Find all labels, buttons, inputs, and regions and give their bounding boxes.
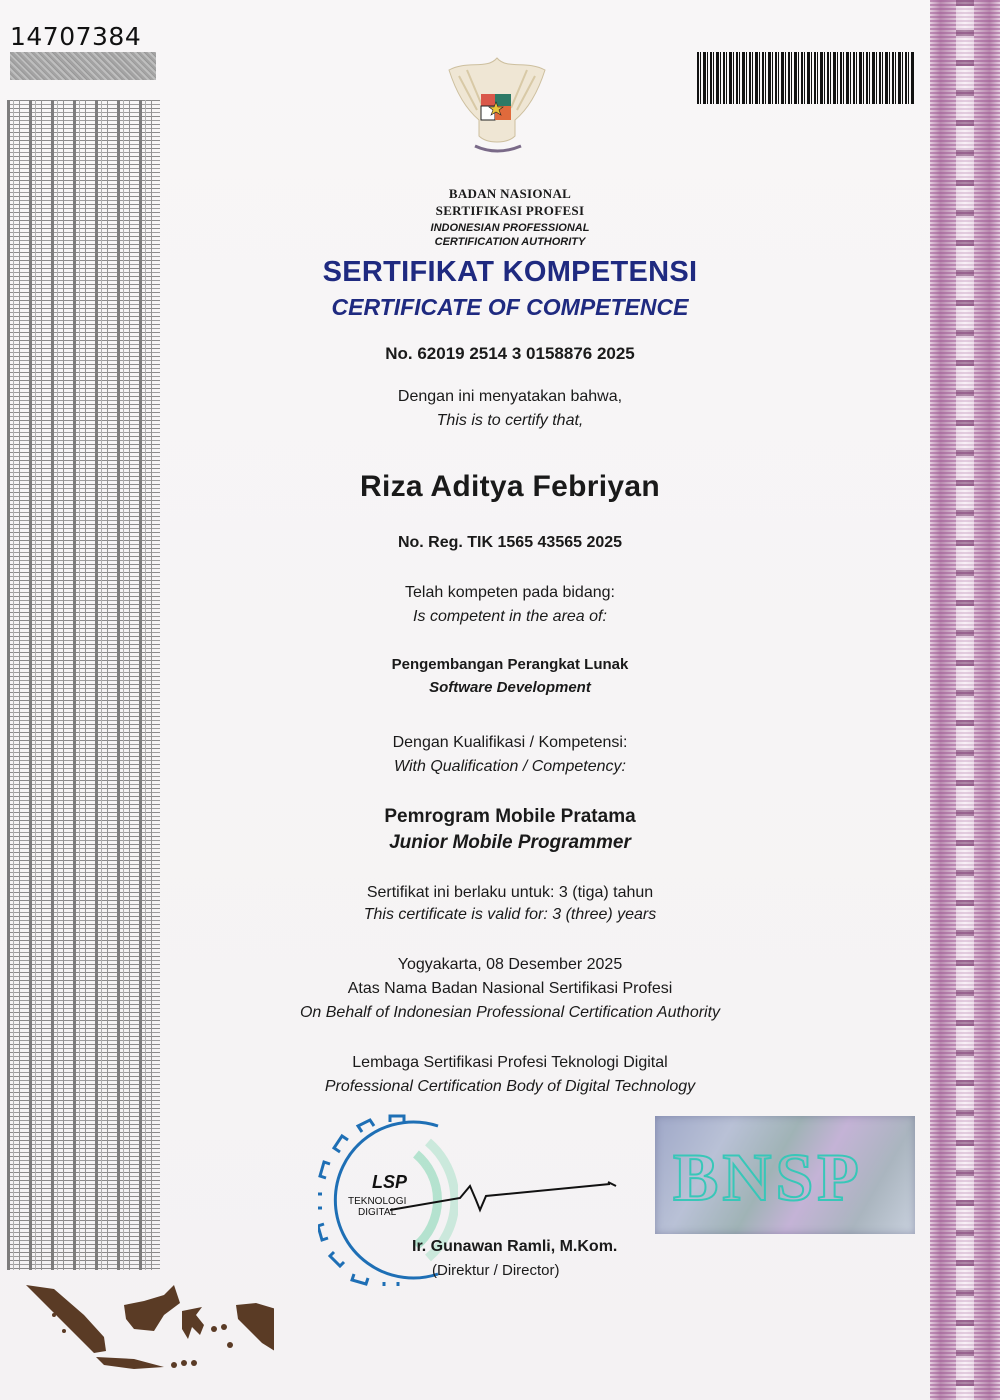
signatory-role: (Direktur / Director) xyxy=(432,1262,560,1279)
intro-text-id: Dengan ini menyatakan bahwa, xyxy=(397,388,623,405)
svg-text:DIGITAL: DIGITAL xyxy=(358,1207,397,1218)
svg-text:LSP: LSP xyxy=(372,1172,408,1192)
garuda-emblem-icon xyxy=(437,40,557,168)
bnsp-hologram-sticker xyxy=(655,1116,915,1234)
certificate-number: No. 62019 2514 3 0158876 2025 xyxy=(385,344,635,363)
competency-field-en: Software Development xyxy=(429,679,591,696)
qualification-label-en: With Qualification / Competency: xyxy=(394,758,626,775)
barcode xyxy=(697,52,915,104)
indonesia-map-icon xyxy=(24,1275,274,1375)
competency-field-id: Pengembangan Perangkat Lunak xyxy=(391,656,629,673)
certification-body-en: Professional Certification Body of Digital Technology xyxy=(324,1078,696,1095)
field-label-en: Is competent in the area of: xyxy=(413,608,607,625)
issuer-name-id-line1: BADAN NASIONAL xyxy=(448,186,572,201)
director-signature xyxy=(380,1160,640,1230)
validity-text-en: This certificate is valid for: 3 (three) years xyxy=(363,906,657,923)
issuer-name-en-line1: INDONESIAN PROFESSIONAL xyxy=(430,222,590,234)
issuer-name-id-line2: SERTIFIKASI PROFESI xyxy=(435,203,585,218)
scratch-off-panel xyxy=(10,52,156,80)
on-behalf-text-id: Atas Nama Badan Nasional Sertifikasi Profesi xyxy=(347,980,673,997)
certificate-title-en: CERTIFICATE OF COMPETENCE xyxy=(331,294,689,320)
certification-body-id: Lembaga Sertifikasi Profesi Teknologi Digital xyxy=(352,1054,668,1071)
certificate-title-id: SERTIFIKAT KOMPETENSI xyxy=(322,256,698,288)
qualification-en: Junior Mobile Programmer xyxy=(389,832,631,853)
svg-text:TEKNOLOGI: TEKNOLOGI xyxy=(348,1196,407,1207)
holder-name: Riza Aditya Febriyan xyxy=(360,470,660,503)
qualification-label-id: Dengan Kualifikasi / Kompetensi: xyxy=(392,734,628,751)
intro-text-en: This is to certify that, xyxy=(436,412,584,429)
place-and-date: Yogyakarta, 08 Desember 2025 xyxy=(397,956,623,973)
signatory-name: Ir. Gunawan Ramli, M.Kom. xyxy=(412,1238,618,1255)
validity-text-id: Sertifikat ini berlaku untuk: 3 (tiga) tahun xyxy=(366,884,654,901)
registration-number: No. Reg. TIK 1565 43565 2025 xyxy=(397,534,623,551)
on-behalf-text-en: On Behalf of Indonesian Professional Certification Authority xyxy=(299,1004,721,1021)
issuer-name-en-line2: CERTIFICATION AUTHORITY xyxy=(434,236,586,248)
serial-number: 14707384 xyxy=(10,22,142,51)
qualification-id: Pemrogram Mobile Pratama xyxy=(384,806,636,827)
field-label-id: Telah kompeten pada bidang: xyxy=(405,584,615,601)
hologram-text: BNSP xyxy=(673,1139,863,1215)
